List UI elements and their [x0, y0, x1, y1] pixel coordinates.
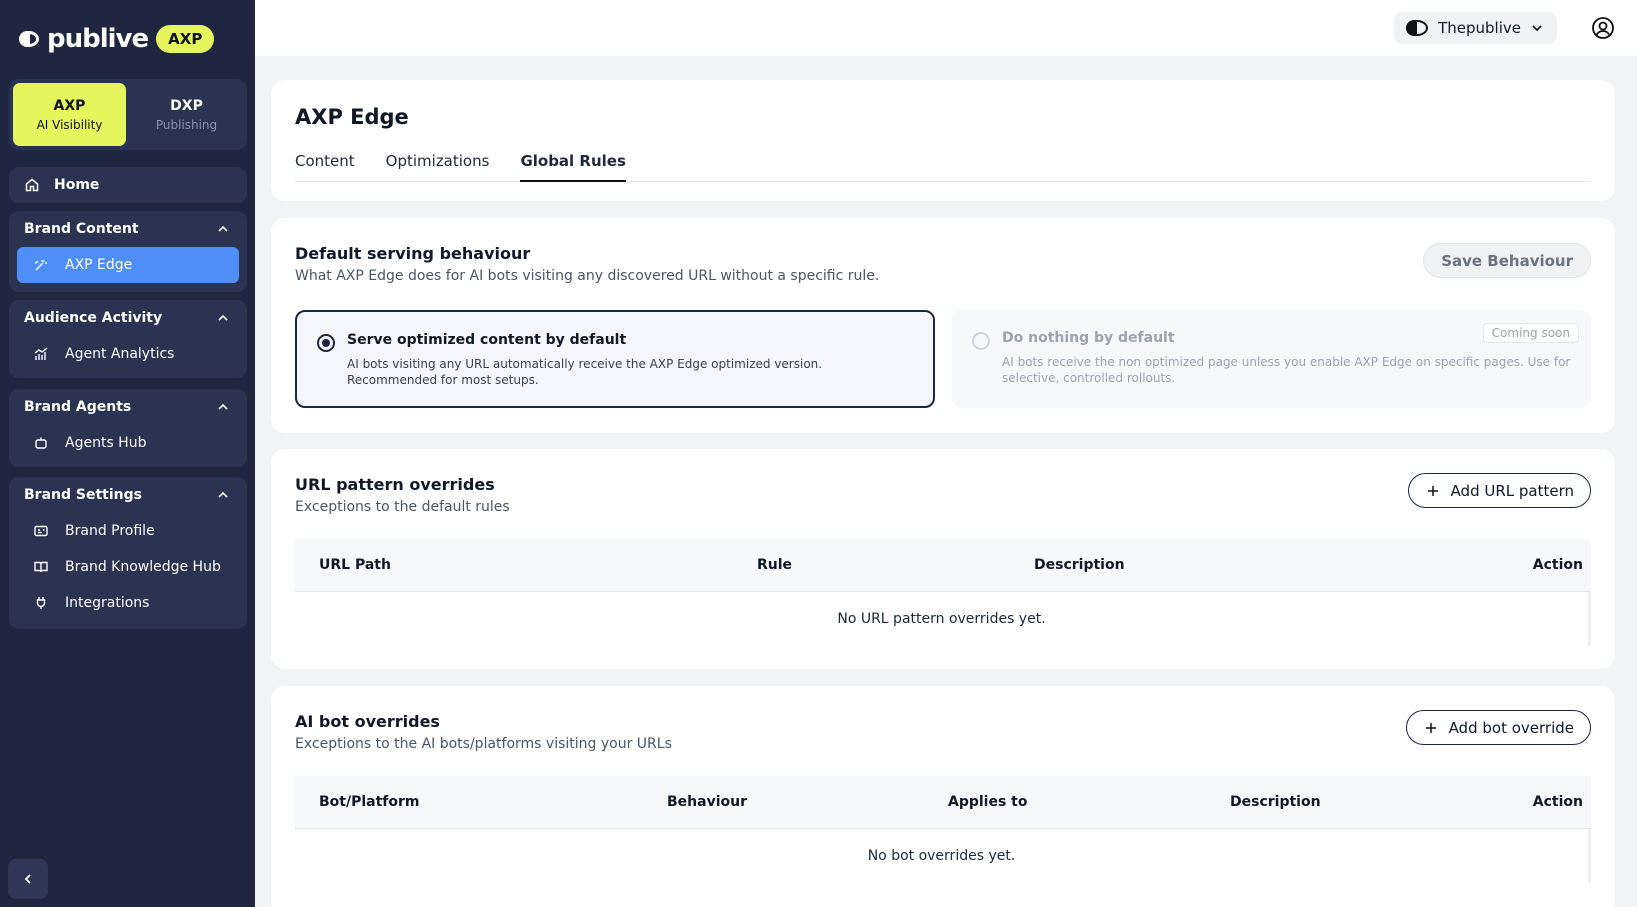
book-icon [33, 559, 49, 575]
section-title: URL pattern overrides [295, 475, 495, 494]
column-header: URL Path [319, 557, 391, 573]
workspace-selector[interactable] [1394, 12, 1557, 44]
column-header: Rule [757, 557, 793, 573]
empty-state: No bot overrides yet. [295, 829, 1591, 883]
table-header [295, 776, 1591, 829]
nav-group-brand-settings [9, 477, 247, 629]
sidebar-item-label: Agents Hub [65, 435, 147, 451]
column-header: Bot/Platform [319, 794, 420, 810]
option-do-nothing [952, 310, 1591, 408]
nav-group-brand-content [9, 211, 247, 292]
add-bot-override-button[interactable] [1406, 710, 1591, 745]
section-title: AI bot overrides [295, 712, 440, 731]
save-behaviour-button[interactable]: Save Behaviour [1423, 243, 1591, 278]
nav-group-header[interactable] [9, 211, 247, 247]
chevron-up-icon [215, 487, 231, 503]
sidebar-item-home[interactable] [9, 167, 247, 203]
chevron-up-icon [215, 310, 231, 326]
plug-icon [33, 595, 49, 611]
chevron-up-icon [215, 399, 231, 415]
column-header: Behaviour [667, 794, 747, 810]
nav-group-brand-agents [9, 389, 247, 467]
sidebar-item-label: Brand Knowledge Hub [65, 559, 221, 575]
chevron-up-icon [215, 221, 231, 237]
empty-state: No URL pattern overrides yet. [295, 592, 1591, 646]
tab-content[interactable]: Content [295, 152, 355, 170]
url-overrides-card [271, 449, 1615, 669]
option-title: Serve optimized content by default [347, 332, 627, 348]
nav-group-title: Audience Activity [24, 310, 163, 326]
home-icon [24, 177, 40, 193]
collapse-sidebar-button[interactable] [8, 859, 48, 899]
radio-disabled [972, 332, 990, 350]
logo-text: publive [47, 24, 149, 54]
option-serve-optimized[interactable] [295, 310, 935, 408]
tab-bar [295, 152, 1591, 182]
sidebar-item-integrations[interactable] [17, 585, 239, 621]
top-bar [255, 0, 1637, 56]
table-header [295, 539, 1591, 592]
bot-overrides-card [271, 686, 1615, 907]
sidebar-item-label: Home [54, 177, 100, 193]
bot-overrides-table [295, 776, 1591, 883]
button-label: Add URL pattern [1450, 481, 1574, 500]
switch-dxp[interactable] [130, 83, 243, 146]
coming-soon-badge: Coming soon [1483, 323, 1579, 343]
robot-icon [33, 435, 49, 451]
nav-group-title: Brand Agents [24, 399, 132, 415]
default-serving-card [271, 218, 1615, 433]
column-header: Action [1532, 557, 1583, 573]
section-title: Default serving behaviour [295, 244, 531, 263]
workspace-logo-icon [1404, 20, 1430, 36]
sidebar-item-label: AXP Edge [65, 257, 133, 273]
nav-group-title: Brand Content [24, 221, 139, 237]
sidebar [0, 0, 255, 907]
section-subtitle: What AXP Edge does for AI bots visiting any discovered URL without a specific rule. [295, 268, 880, 284]
nav-group-title: Brand Settings [24, 487, 142, 503]
column-header: Description [1034, 557, 1125, 573]
switch-title: AXP [53, 97, 86, 114]
sidebar-item-axp-edge[interactable] [17, 247, 239, 283]
section-subtitle: Exceptions to the default rules [295, 499, 510, 515]
workspace-name: Thepublive [1438, 19, 1521, 37]
url-overrides-table [295, 539, 1591, 646]
brand-logo[interactable] [17, 22, 214, 56]
tab-optimizations[interactable]: Optimizations [385, 152, 490, 170]
add-url-pattern-button[interactable] [1408, 473, 1591, 508]
switch-axp[interactable] [13, 83, 126, 146]
plus-icon [1423, 720, 1439, 736]
page-header-card [271, 80, 1615, 201]
option-description: AI bots receive the non optimized page unless you enable AXP Edge on specific pages. Use for selective, controlled rollouts. [1002, 355, 1571, 385]
page-title: AXP Edge [295, 105, 409, 129]
user-account-button[interactable] [1591, 16, 1615, 40]
option-title: Do nothing by default [1002, 330, 1175, 346]
radio-selected[interactable] [317, 334, 335, 352]
chevron-down-icon [1529, 20, 1545, 36]
magic-wand-icon [33, 257, 49, 273]
sidebar-item-label: Agent Analytics [65, 346, 175, 362]
column-header: Description [1230, 794, 1321, 810]
analytics-icon [33, 346, 49, 362]
switch-subtitle: Publishing [155, 117, 218, 132]
nav-group-header[interactable] [9, 389, 247, 425]
sidebar-item-brand-profile[interactable] [17, 513, 239, 549]
chevron-left-icon [20, 871, 36, 887]
button-label: Add bot override [1448, 718, 1574, 737]
user-icon [1591, 25, 1615, 44]
nav-group-audience-activity [9, 300, 247, 378]
sidebar-item-agent-analytics[interactable] [17, 336, 239, 372]
id-card-icon [33, 523, 49, 539]
nav-group-header[interactable] [9, 477, 247, 513]
column-header: Applies to [948, 794, 1028, 810]
sidebar-item-agents-hub[interactable] [17, 425, 239, 461]
sidebar-item-label: Brand Profile [65, 523, 155, 539]
sidebar-item-label: Integrations [65, 595, 150, 611]
option-description: AI bots visiting any URL automatically receive the AXP Edge optimized version. Recommended for most setups. [347, 357, 823, 387]
plus-icon [1425, 483, 1441, 499]
switch-title: DXP [170, 97, 203, 114]
column-header: Action [1532, 794, 1583, 810]
tab-global-rules[interactable]: Global Rules [520, 152, 625, 182]
product-badge: AXP [156, 25, 214, 53]
switch-subtitle: AI Visibility [36, 117, 103, 132]
sidebar-item-brand-knowledge-hub[interactable] [17, 549, 239, 585]
nav-group-header[interactable] [9, 300, 247, 336]
section-subtitle: Exceptions to the AI bots/platforms visiting your URLs [295, 736, 672, 752]
publive-logo-icon [17, 29, 43, 49]
product-switcher [9, 79, 247, 150]
